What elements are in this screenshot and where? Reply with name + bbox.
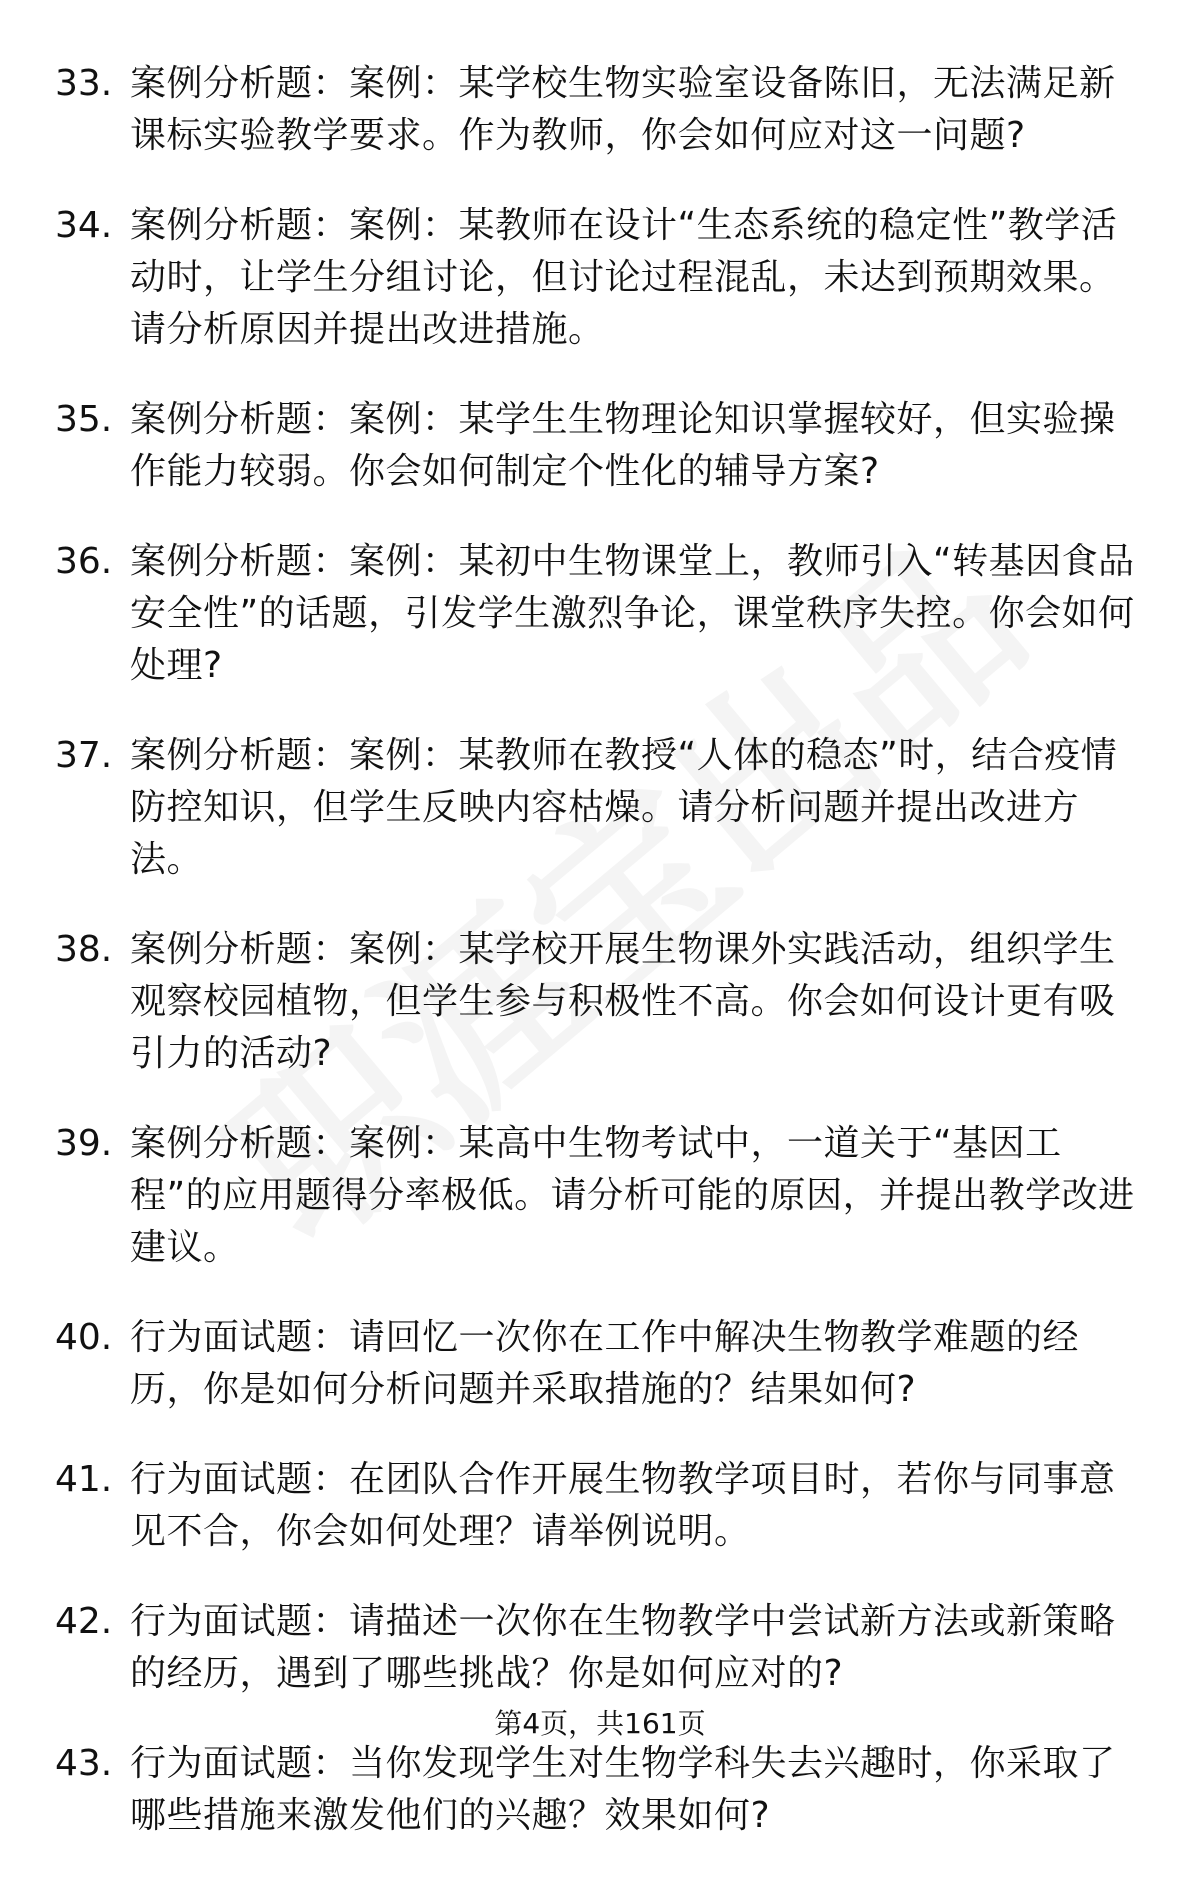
- question-list: [55, 58, 1145, 1880]
- question-text: 案例分析题：案例：某教师在教授“人体的稳态”时，结合疫情防控知识，但学生反映内容枯燥。请分析问题并提出改进方法。: [130, 735, 1118, 880]
- question-number: 37.: [55, 735, 113, 776]
- question-item: [55, 1596, 1145, 1700]
- question-item: [55, 200, 1145, 356]
- question-item: [55, 1454, 1145, 1558]
- question-text: 案例分析题：案例：某学校开展生物课外实践活动，组织学生观察校园植物，但学生参与积极性不高。你会如何设计更有吸引力的活动?: [130, 929, 1116, 1074]
- question-number: 43.: [55, 1743, 113, 1784]
- question-text: 案例分析题：案例：某教师在设计“生态系统的稳定性”教学活动时，让学生分组讨论，但讨论过程混乱，未达到预期效果。请分析原因并提出改进措施。: [130, 205, 1118, 350]
- question-number: 38.: [55, 929, 113, 970]
- question-text: 行为面试题：当你发现学生对生物学科失去兴趣时，你采取了哪些措施来激发他们的兴趣？效果如何?: [130, 1743, 1116, 1836]
- question-number: 34.: [55, 205, 113, 246]
- question-item: [55, 536, 1145, 692]
- question-item: [55, 924, 1145, 1080]
- question-text: 行为面试题：请回忆一次你在工作中解决生物教学难题的经历，你是如何分析问题并采取措施的？结果如何?: [130, 1317, 1080, 1410]
- question-number: 35.: [55, 399, 113, 440]
- question-text: 行为面试题：在团队合作开展生物教学项目时，若你与同事意见不合，你会如何处理？请举例说明。: [130, 1459, 1116, 1552]
- question-number: 42.: [55, 1601, 113, 1642]
- question-item: [55, 1118, 1145, 1274]
- question-item: [55, 730, 1145, 886]
- question-text: 案例分析题：案例：某学生生物理论知识掌握较好，但实验操作能力较弱。你会如何制定个性化的辅导方案?: [130, 399, 1116, 492]
- question-number: 33.: [55, 63, 113, 104]
- page-footer: 第4页，共161页: [494, 1707, 706, 1740]
- question-number: 41.: [55, 1459, 113, 1500]
- question-item: [55, 58, 1145, 162]
- question-item: [55, 1738, 1145, 1842]
- question-item: [55, 1312, 1145, 1416]
- question-text: 案例分析题：案例：某高中生物考试中，一道关于“基因工程”的应用题得分率极低。请分析可能的原因，并提出教学改进建议。: [130, 1123, 1135, 1268]
- question-number: 36.: [55, 541, 113, 582]
- question-text: 行为面试题：请描述一次你在生物教学中尝试新方法或新策略的经历，遇到了哪些挑战？你是如何应对的?: [130, 1601, 1116, 1694]
- question-text: 案例分析题：案例：某学校生物实验室设备陈旧，无法满足新课标实验教学要求。作为教师，你会如何应对这一问题?: [130, 63, 1116, 156]
- question-number: 40.: [55, 1317, 113, 1358]
- question-number: 39.: [55, 1123, 113, 1164]
- question-item: [55, 394, 1145, 498]
- question-text: 案例分析题：案例：某初中生物课堂上，教师引入“转基因食品安全性”的话题，引发学生激烈争论，课堂秩序失控。你会如何处理?: [130, 541, 1135, 686]
